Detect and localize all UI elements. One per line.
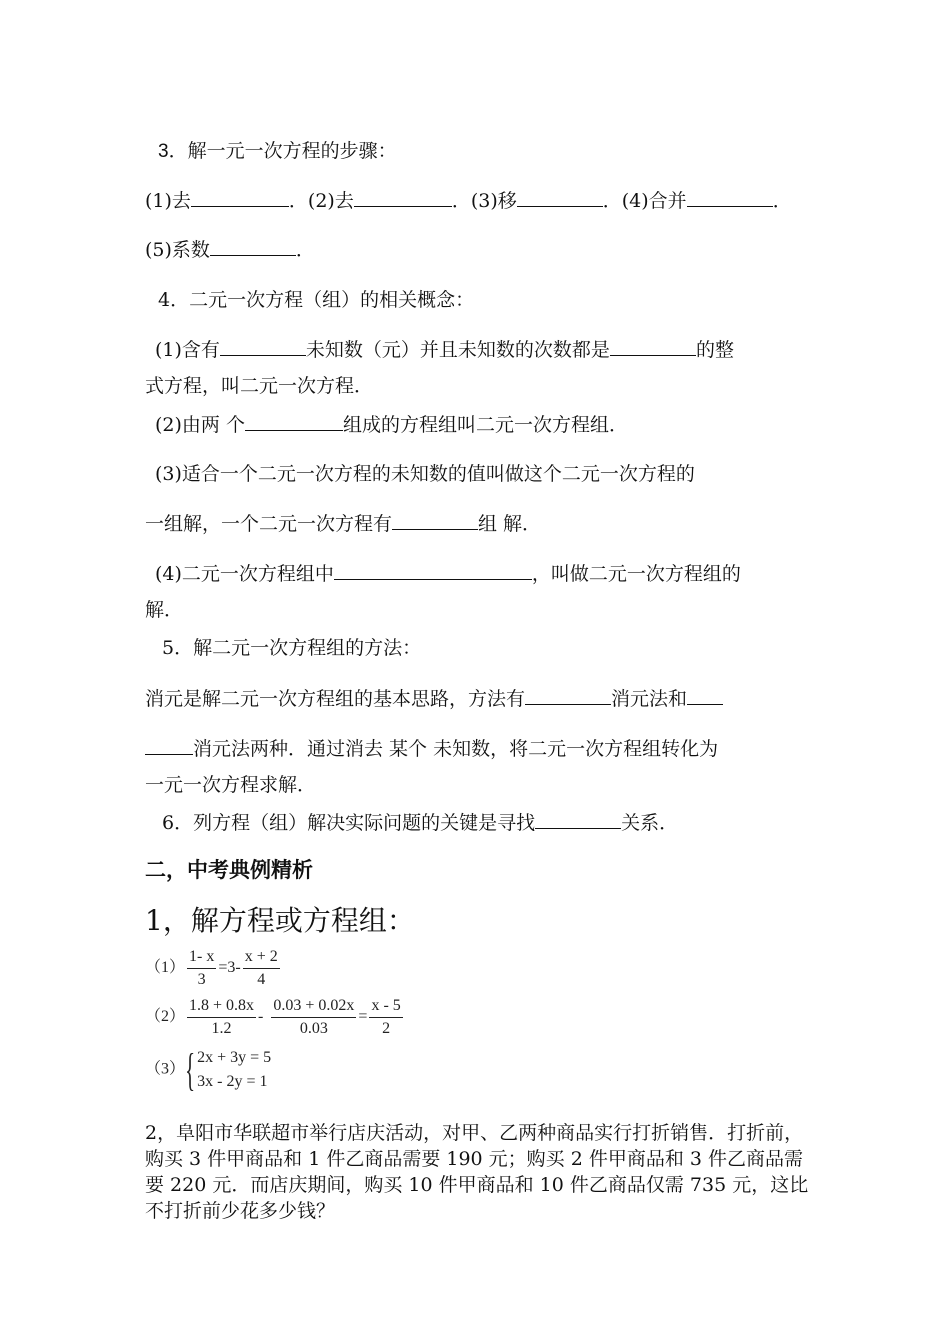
concept-2 bbox=[155, 412, 810, 437]
method-line-3: 一元一次方程求解． bbox=[145, 774, 317, 796]
operator: =3- bbox=[218, 959, 241, 977]
blank bbox=[610, 337, 696, 356]
blank bbox=[210, 237, 296, 256]
operator: - bbox=[258, 1008, 264, 1026]
operator: = bbox=[358, 1008, 368, 1026]
method-line-2 bbox=[145, 736, 810, 761]
denominator: 4 bbox=[257, 971, 266, 988]
blank bbox=[334, 561, 532, 580]
method-line-1 bbox=[145, 686, 810, 711]
blank bbox=[145, 736, 193, 755]
concept-1 bbox=[155, 337, 810, 362]
blank bbox=[687, 188, 773, 207]
eq-label: （3） bbox=[145, 1060, 186, 1078]
blank bbox=[535, 810, 621, 829]
numerator: x - 5 bbox=[369, 997, 402, 1018]
section-6-a: 6．列方程（组）解决实际问题的关键是寻找 bbox=[162, 812, 536, 834]
concept-1-a: (1)含有 bbox=[155, 339, 220, 361]
fraction bbox=[187, 997, 256, 1038]
numerator: 1.8 + 0.8x bbox=[187, 997, 256, 1018]
section-heading: 二，中考典例精析 bbox=[145, 857, 313, 882]
step-5-text: (5)系数 bbox=[145, 239, 210, 261]
denominator: 0.03 bbox=[299, 1020, 328, 1037]
denominator: 2 bbox=[382, 1020, 391, 1037]
fraction bbox=[243, 948, 280, 989]
step-1-text: (1)去 bbox=[145, 190, 191, 212]
step-3-text: ．(3)移 bbox=[451, 190, 517, 212]
eq-label: （1） bbox=[145, 959, 186, 977]
method-1-b: 消元法和 bbox=[611, 688, 688, 710]
section-6 bbox=[162, 810, 810, 835]
concept-4 bbox=[155, 561, 810, 586]
blank bbox=[517, 188, 603, 207]
concept-4-a: (4)二元一次方程组中 bbox=[155, 563, 334, 585]
concept-3: (3)适合一个二元一次方程的未知数的值叫做这个二元一次方程的 bbox=[155, 463, 695, 485]
system-row: 3x - 2y = 1 bbox=[197, 1073, 268, 1090]
period: ． bbox=[772, 190, 792, 212]
concept-4-cont: 解． bbox=[145, 599, 184, 621]
concept-3-c: 组 解． bbox=[478, 513, 542, 535]
method-2: 消元法两种．通过消去 某个 未知数，将二元一次方程组转化为 bbox=[193, 738, 719, 760]
concept-3-b: 一组解，一个二元一次方程有 bbox=[145, 513, 393, 535]
concept-4-b: ，叫做二元一次方程组的 bbox=[531, 563, 741, 585]
denominator: 3 bbox=[197, 971, 206, 988]
concept-3-cont bbox=[145, 511, 810, 536]
system-row: 2x + 3y = 5 bbox=[197, 1049, 272, 1066]
blank bbox=[687, 686, 723, 705]
method-1-a: 消元是解二元一次方程组的基本思路，方法有 bbox=[145, 688, 526, 710]
equation-3 bbox=[145, 1046, 271, 1094]
blank bbox=[245, 412, 343, 431]
concept-2-a: (2)由两 个 bbox=[155, 414, 245, 436]
fraction bbox=[369, 997, 402, 1038]
equation-1 bbox=[145, 948, 282, 989]
left-brace: { bbox=[185, 1044, 196, 1095]
concept-1-b: 未知数（元）并且未知数的次数都是 bbox=[305, 339, 610, 361]
concept-1-c: 的整 bbox=[695, 339, 734, 361]
section-6-b: 关系． bbox=[621, 812, 679, 834]
section-4-title: 4．二元一次方程（组）的相关概念： bbox=[158, 289, 475, 311]
concept-1-cont: 式方程，叫二元一次方程． bbox=[145, 375, 374, 397]
concept-2-b: 组成的方程组叫二元一次方程组． bbox=[342, 414, 628, 436]
section-3-title: 3．解一元一次方程的步骤： bbox=[158, 140, 397, 162]
question-2: 2，阜阳市华联超市举行店庆活动，对甲、乙两种商品实行打折销售．打折前，购买 3 件甲商品和 1 件乙商品需要 190 元；购买 2 件甲商品和 3 件乙商品需要 220 元．而店庆期间，购买 10 件甲商品和 10 件乙商品仅需 735 元，这比不打折前少花多少钱？ bbox=[145, 1122, 809, 1222]
eq-label: （2） bbox=[145, 1008, 186, 1026]
blank bbox=[354, 188, 452, 207]
fraction bbox=[187, 948, 216, 989]
question-1-title: 1，解方程或方程组： bbox=[145, 904, 415, 937]
step-2-text: ．(2)去 bbox=[288, 190, 354, 212]
section-5-title: 5．解二元一次方程组的方法： bbox=[162, 637, 422, 659]
step-4-text: ．(4)合并 bbox=[602, 190, 687, 212]
step-line-1 bbox=[145, 188, 810, 213]
step-line-2 bbox=[145, 237, 810, 262]
denominator: 1.2 bbox=[211, 1020, 232, 1037]
fraction bbox=[271, 997, 356, 1038]
period: ． bbox=[295, 239, 315, 261]
numerator: 0.03 + 0.02x bbox=[271, 997, 356, 1018]
blank bbox=[525, 686, 611, 705]
equation-2 bbox=[145, 997, 405, 1038]
numerator: 1- x bbox=[187, 948, 216, 969]
blank bbox=[392, 511, 478, 530]
equation-system bbox=[197, 1046, 271, 1094]
blank bbox=[191, 188, 289, 207]
blank bbox=[220, 337, 306, 356]
numerator: x + 2 bbox=[243, 948, 280, 969]
